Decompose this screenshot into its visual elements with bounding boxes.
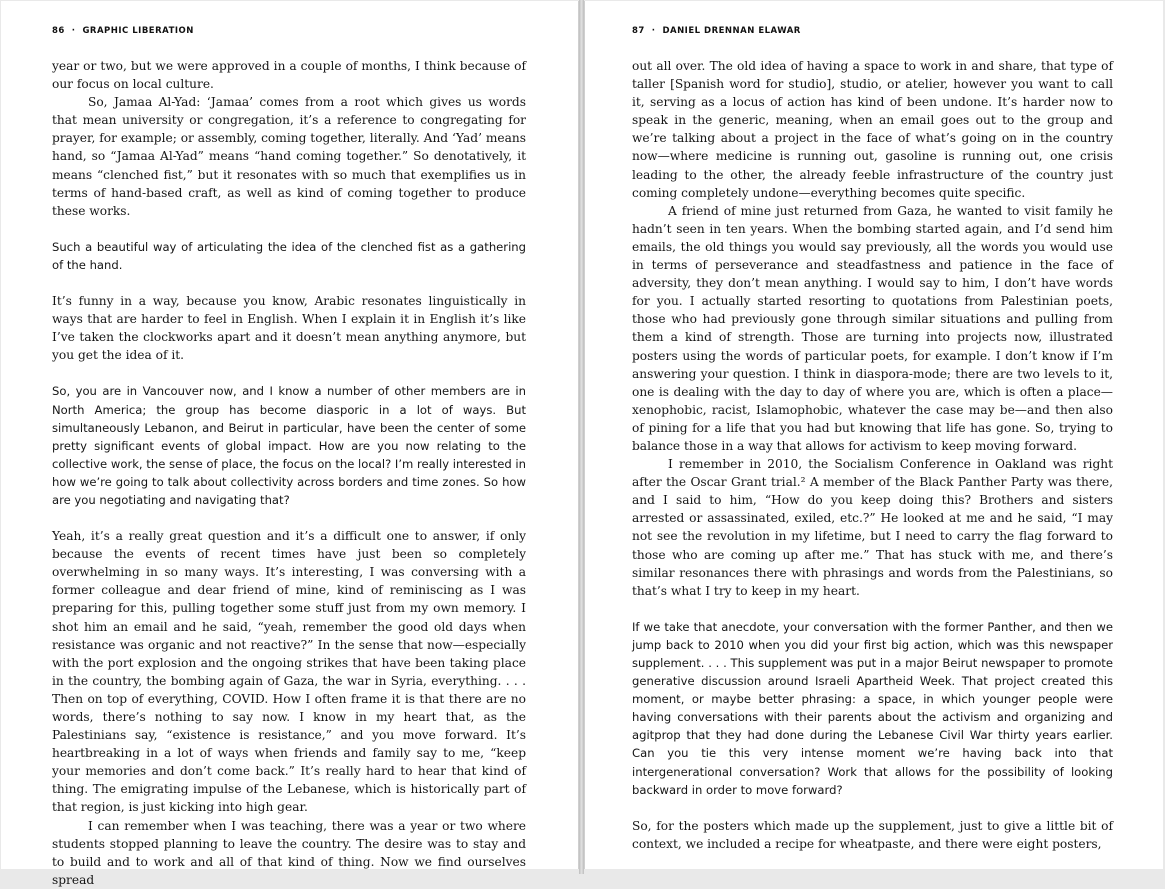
answer-paragraph: out all over. The old idea of having a space to work in and share, that type of taller [Spanish word for studio], studio, or atelier, however you want to call it, serving as a locus of action has kind of been undone. It’s harder now to speak in the generic, meaning, when an email goes out to the group and we’re talking about a project in the face of what’s going on in the country now—where medicine is running out, gasoline is running out, one crisis leading to the other, the already feeble infrastructure of the country just coming completely undone—everything becomes quite specific. (632, 59, 1113, 200)
answer-paragraph: I can remember when I was teaching, there was a year or two where students stopped planning to leave the country. The desire was to stay and to build and to work and all of that kind of thing. Now we find ourselves spread (52, 818, 526, 887)
right-page (584, 1, 1163, 869)
question-paragraph: Such a beautiful way of articulating the idea of the clenched fist as a gathering of the hand. (52, 239, 526, 272)
answer-paragraph: So, Jamaa Al-Yad: ‘Jamaa’ comes from a root which gives us words that mean university or congregation, it’s a reference to congregating for prayer, for example; or assembly, coming together, literally. And ‘Yad’ means hand, so “Jamaa Al-Yad” means “hand coming together.” So denotatively, it means “clenched fist,” but it resonates with so much that exemplifies us in terms of hand-based craft, as well as kind of coming together to produce these works. (52, 95, 526, 218)
question-paragraph: So, you are in Vancouver now, and I know a number of other members are in North America; the group has become diasporic in a lot of ways. But simultaneously Lebanon, and Beirut in particular, have been the center of some pretty significant events of global impact. How are you now relating to the collective work, the sense of place, the focus on the local? I’m really interested in how we’re going to talk about collectivity across borders and time zones. So how are you negotiating and navigating that? (52, 384, 526, 507)
answer-paragraph: A friend of mine just returned from Gaza, he wanted to visit family he hadn’t seen in ten years. When the bombing started again, and I’d send him emails, the old things you would say previously, all the words you would use in terms of perseverance and steadfastness and patience in the face of adversity, they don’t mean anything. I would say to him, I don’t have words for you. I actually started resorting to quotations from Palestinian poets, those who had previously gone through similar situations and pulling from them a kind of strength. Those are turning into projects now, illustrated posters using the words of particular poets, for example. I don’t know if I’m answering your question. I think in diaspora-mode; there are two levels to it, one is dealing with the day to day of where you are, which is often a place—xenophobic, racist, Islamophobic, whatever the case may be—and then also of pining for a life that you had but knowing that life has gone. So, trying to balance those in a way that allows for activism to keep moving forward. (632, 203, 1113, 453)
answer-paragraph: It’s funny in a way, because you know, Arabic resonates linguistically in ways that are harder to feel in English. When I explain it in English it’s like I’ve taken the clockworks apart and it doesn’t mean anything anymore, but you get the idea of it. (52, 294, 526, 363)
right-running-title: DANIEL DRENNAN ELAWAR (662, 26, 801, 36)
question-paragraph: If we take that anecdote, your conversation with the former Panther, and then we jump back to 2010 when you did your first big action, which was this newspaper supplement. . . . This supplement was put in a major Beirut newspaper to promote generative discussion around Israeli Apartheid Week. That project created this moment, or maybe better phrasing: a space, in which younger people were having conversations with their parents about the activism and organizing and agitprop that they had done during the Lebanese Civil War thirty years earlier. Can you tie this very intense moment we’re having back into that intergenerational conversation? Work that allows for the possibility of looking backward in order to move forward? (632, 619, 1113, 797)
left-page-number: 86 (52, 26, 65, 36)
answer-paragraph: year or two, but we were approved in a couple of months, I think because of our focus on local culture. (52, 59, 526, 92)
right-page-number: 87 (632, 26, 645, 36)
separator-dot: · (68, 26, 79, 36)
left-running-title: GRAPHIC LIBERATION (82, 26, 194, 36)
right-running-head (632, 26, 801, 36)
left-page (1, 1, 579, 887)
answer-paragraph: Yeah, it’s a really great question and it’s a difficult one to answer, if only because the events of recent times have just been so completely overwhelming in so many ways. It’s interesting, I was conversing with a former colleague and dear friend of mine, kind of reminiscing as I was preparing for this, pulling together some stuff just from my own memory. I shot him an email and he said, “yeah, remember the good old days when resistance was organic and not reactive?” In the sense that now—especially with the port explosion and the ongoing strikes that have been taking place in the country, the bombing again of Gaza, the war in Syria, everything. . . . Then on top of everything, COVID. How I often frame it is that there are no words, there’s nothing to say now. I know in my heart that, as the Palestinians say, “existence is resistance,” and you move forward. It’s heartbreaking in a lot of ways when friends and family say to me, “keep your memories and don’t come back.” It’s really hard to hear that kind of thing. The emigrating impulse of the Lebanese, which is historically part of that region, is just kicking into high gear. (52, 529, 526, 815)
left-running-head (52, 26, 194, 36)
answer-paragraph: I remember in 2010, the Socialism Conference in Oakland was right after the Oscar Grant trial.² A member of the Black Panther Party was there, and I said to him, “How do you keep doing this? Brothers and sisters arrested or assassinated, exiled, etc.?” He looked at me and he said, “I may not see the revolution in my lifetime, but I need to carry the flag forward to those who are coming up after me.” That has stuck with me, and there’s similar resonances there with phrasings and words from the Palestinians, so that’s what I try to keep in my heart. (632, 457, 1113, 598)
answer-paragraph: So, for the posters which made up the supplement, just to give a little bit of context, we included a recipe for wheatpaste, and there were eight posters, (632, 818, 1113, 851)
left-text-block (52, 57, 526, 889)
separator-dot: · (648, 26, 659, 36)
right-text-block (632, 57, 1113, 853)
